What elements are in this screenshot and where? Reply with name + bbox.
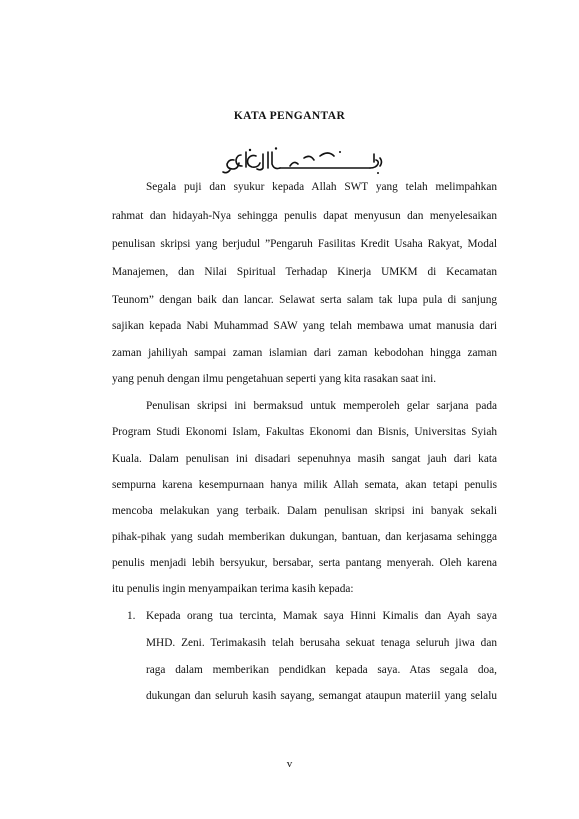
list-item-line: dukungan dan seluruh kasih sayang, semangat ataupun materiil yang selalu	[146, 690, 497, 702]
list-item-line: raga dalam memberikan pendidkan kepada saya. Atas segala doa,	[146, 664, 497, 676]
paragraph-line: Program Studi Ekonomi Islam, Fakultas Ekonomi dan Bisnis, Universitas Syiah	[112, 426, 497, 438]
paragraph-line: sajikan kepada Nabi Muhammad SAW yang telah membawa umat manusia dari	[112, 320, 497, 332]
paragraph-line: mencoba melakukan yang terbaik. Dalam penulisan skripsi ini banyak sekali	[112, 505, 497, 517]
list-item-number: 1.	[127, 610, 136, 622]
basmala-calligraphy	[220, 146, 388, 176]
paragraph-line: penulis menjadi lebih bersyukur, bersabar, serta pantang menyerah. Oleh karena	[112, 557, 497, 569]
paragraph-line: penulisan skripsi yang berjudul ”Pengaruh Fasilitas Kredit Usaha Rakyat, Modal	[112, 238, 497, 250]
paragraph-line: sempurna karena kesempurnaan hanya milik Allah semata, akan tetapi penulis	[112, 479, 497, 491]
paragraph-line: itu penulis ingin menyampaikan terima kasih kepada:	[112, 583, 354, 595]
basmala-calligraphy-image	[220, 146, 388, 176]
paragraph-line: zaman jahiliyah sampai zaman islamian dari zaman kebodohan hingga zaman	[112, 347, 497, 359]
paragraph-line: rahmat dan hidayah-Nya sehingga penulis dapat menyusun dan menyelesaikan	[112, 210, 497, 222]
paragraph-line: pihak-pihak yang sudah memberikan dukungan, bantuan, dan kerjasama sehingga	[112, 531, 497, 543]
paragraph-line: Penulisan skripsi ini bermaksud untuk memperoleh gelar sarjana pada	[146, 400, 497, 412]
paragraph-line: Teunom” dengan baik dan lancar. Selawat serta salam tak lupa pula di sanjung	[112, 294, 497, 306]
paragraph-line: yang penuh dengan ilmu pengetahuan seperti yang kita rasakan saat ini.	[112, 373, 437, 385]
list-item-line: MHD. Zeni. Terimakasih telah berusaha sekuat tenaga seluruh jiwa dan	[146, 637, 497, 649]
page-number: v	[286, 758, 293, 770]
list-item-line: Kepada orang tua tercinta, Mamak saya Hinni Kimalis dan Ayah saya	[146, 610, 497, 622]
page-title: KATA PENGANTAR	[233, 110, 346, 122]
paragraph-line: Manajemen, dan Nilai Spiritual Terhadap Kinerja UMKM di Kecamatan	[112, 266, 497, 278]
paragraph-line: Segala puji dan syukur kepada Allah SWT yang telah melimpahkan	[146, 181, 497, 193]
paragraph-line: Kuala. Dalam penulisan ini disadari sepenuhnya masih sangat jauh dari kata	[112, 453, 497, 465]
